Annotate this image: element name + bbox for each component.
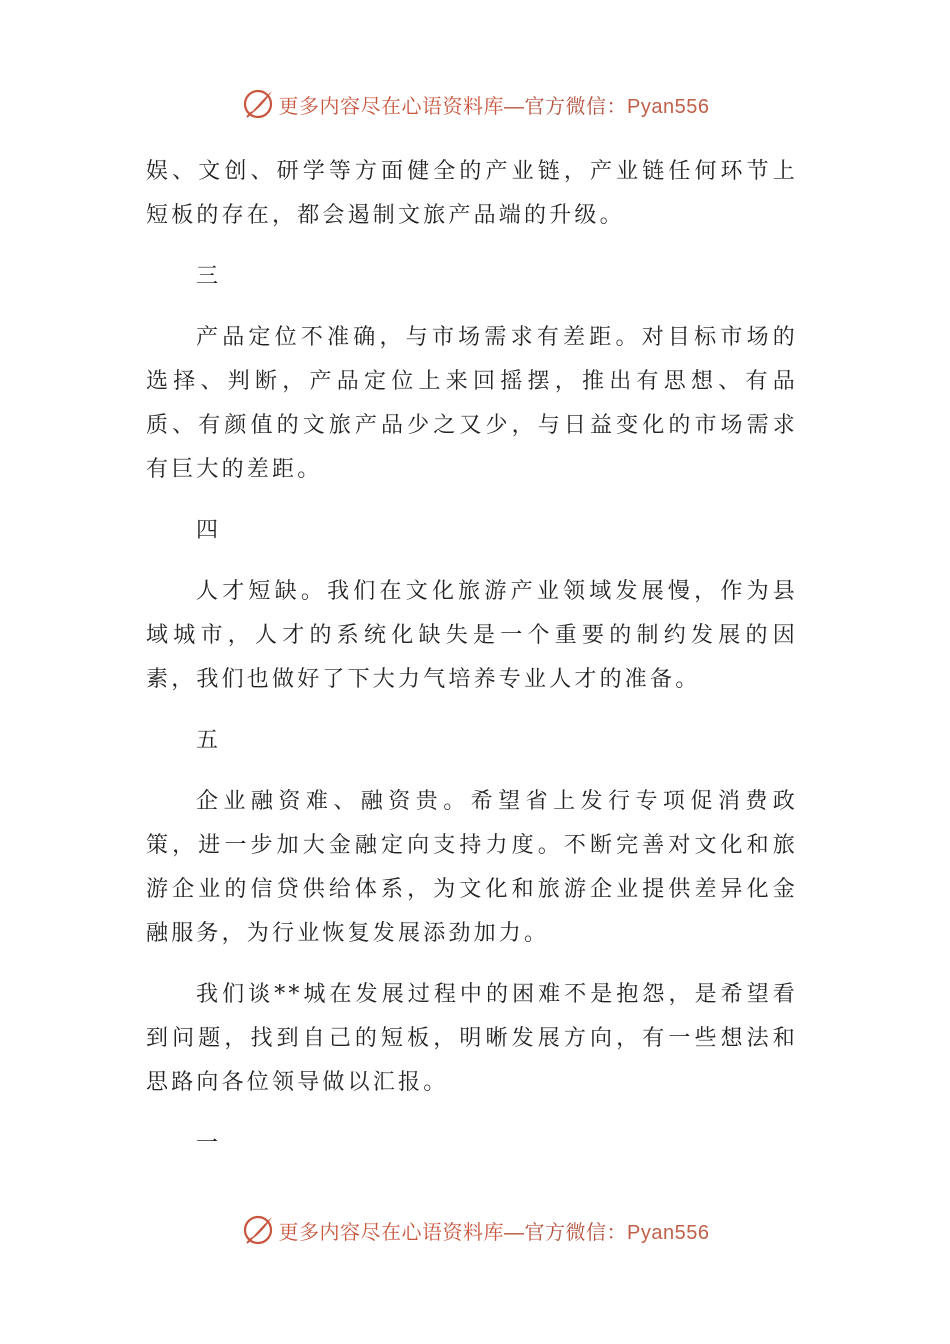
paragraph-summary: 我们谈**城在发展过程中的困难不是抱怨，是希望看到问题，找到自己的短板，明晰发展方向，有一些想法和思路向各位领导做以汇报。 [146,982,798,1095]
header-banner [0,84,950,124]
document-body [146,150,798,1183]
banner-library-name: 心语资料库 [401,93,505,118]
banner-text [279,90,710,119]
banner-text [279,1216,710,1245]
section-heading-3: 三 [196,264,219,289]
section-heading-5: 五 [196,728,219,753]
quill-logo-icon [241,87,275,121]
banner-wechat-id: Pyan556 [627,1221,710,1244]
banner-prefix: 更多内容尽在 [278,93,402,118]
paragraph-section-3: 产品定位不准确，与市场需求有差距。对目标市场的选择、判断，产品定位上来回摇摆，推出有思想、有品质、有颜值的文旅产品少之又少，与日益变化的市场需求有巨大的差距。 [146,325,798,482]
paragraph-section-5: 企业融资难、融资贵。希望省上发行专项促消费政策，进一步加大金融定向支持力度。不断完善对文化和旅游企业的信贷供给体系，为文化和旅游企业提供差异化金融服务，为行业恢复发展添劲加力。 [146,789,798,946]
banner-library-name: 心语资料库 [401,1219,505,1244]
section-heading-4: 四 [196,518,219,543]
banner-wechat-id: Pyan556 [627,95,710,118]
banner-wechat-label: —官方微信： [504,1221,628,1244]
footer-banner [0,1210,950,1250]
banner-prefix: 更多内容尽在 [278,1219,402,1244]
banner-wechat-label: —官方微信： [504,95,628,118]
quill-logo-icon [241,1213,275,1247]
paragraph-section-4: 人才短缺。我们在文化旅游产业领域发展慢，作为县域城市，人才的系统化缺失是一个重要的制约发展的因素，我们也做好了下大力气培养专业人才的准备。 [146,579,798,692]
section-heading-1: 一 [196,1131,219,1156]
paragraph-continuation: 娱、文创、研学等方面健全的产业链，产业链任何环节上短板的存在，都会遏制文旅产品端的升级。 [146,159,798,228]
